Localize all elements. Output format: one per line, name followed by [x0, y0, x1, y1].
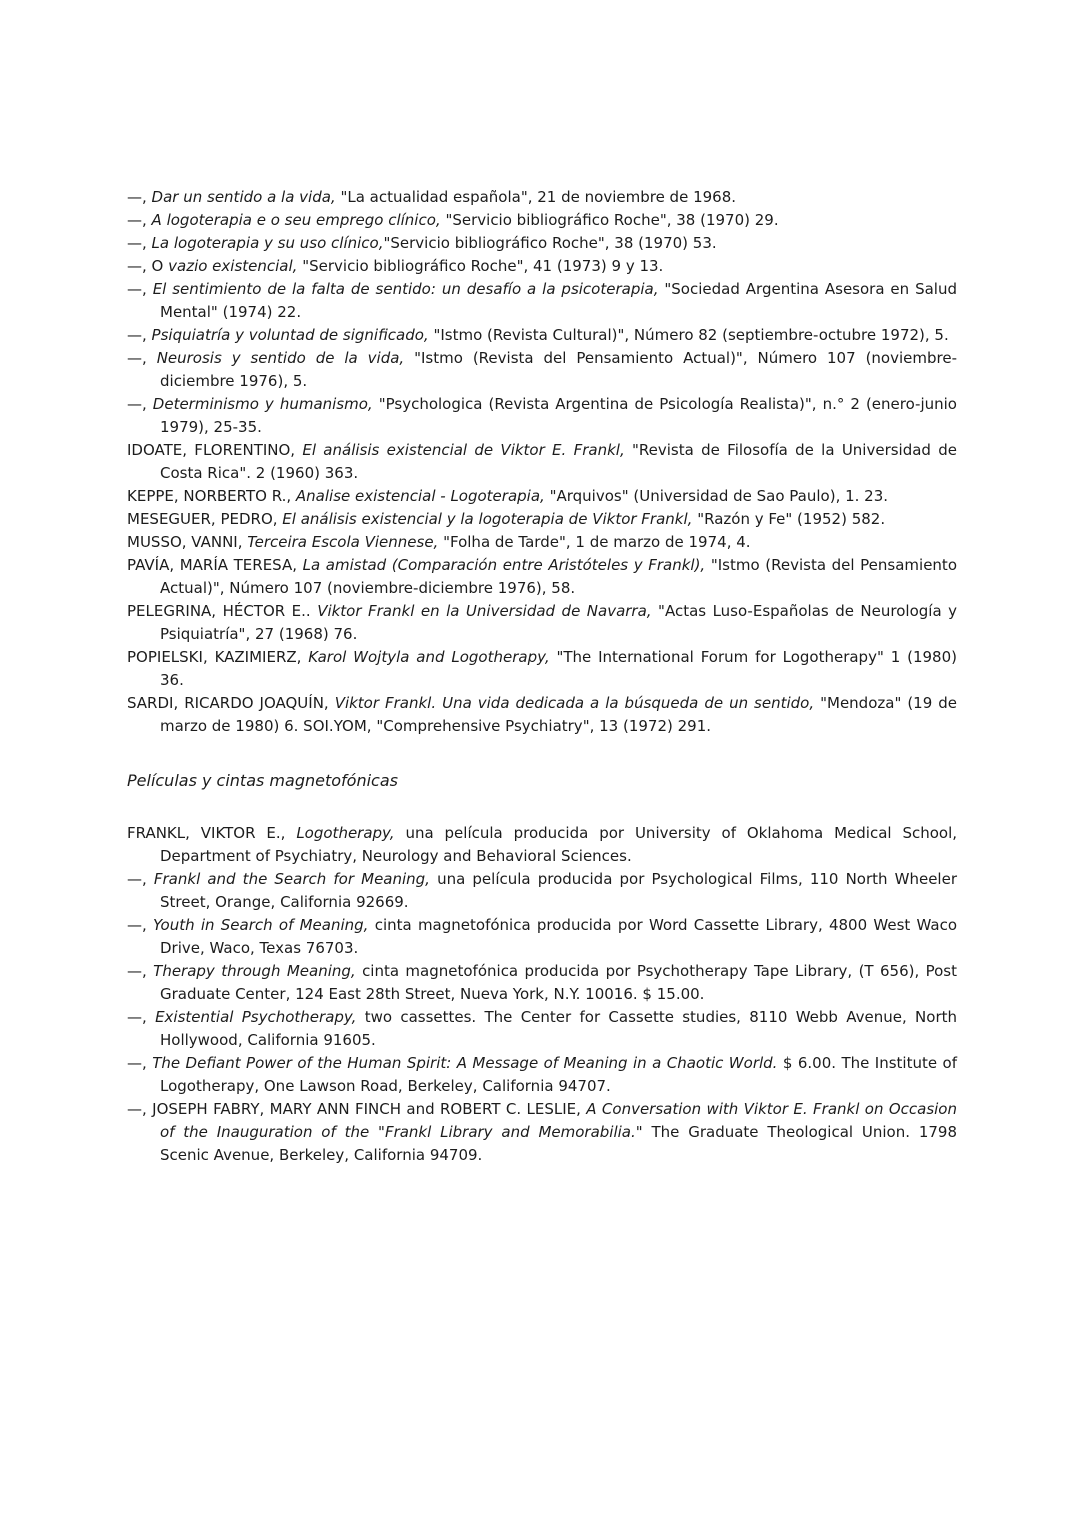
entry-text: "Arquivos" (Universidad de Sao Paulo), 1. 23.: [549, 487, 889, 505]
entry-text: "Sociedad Argentina Asesora en Salud Mental" (1974) 22.: [160, 280, 957, 321]
entry-title: Karol Wojtyla and Logotherapy,: [308, 648, 557, 666]
entry-title: The Defiant Power of the Human Spirit: A Message of Meaning in a Chaotic World.: [152, 1054, 783, 1072]
entry-text: "Revista de Filosofía de la Universidad de Costa Rica". 2 (1960) 363.: [160, 441, 957, 482]
entry-text: —,: [127, 395, 153, 413]
entry-text: cinta magnetofónica producida por Word Cassette Library, 4800 West Waco Drive, Waco, Texas 76703.: [160, 916, 958, 957]
entry-title: La logoterapia y su uso clínico,: [151, 234, 384, 252]
bibliography-entry: [127, 209, 957, 232]
bibliography-entry: [127, 868, 957, 914]
bibliography-entry: [127, 485, 957, 508]
entry-text: —, JOSEPH FABRY, MARY ANN FINCH and ROBERT C. LESLIE,: [127, 1100, 587, 1118]
bibliography-entry: [127, 914, 957, 960]
entry-title: Analise existencial - Logoterapia,: [295, 487, 550, 505]
bibliography-entry: [127, 393, 957, 439]
entry-text: "Istmo (Revista del Pensamiento Actual)", Número 107 (noviembre-diciembre 1976), 58.: [160, 556, 957, 597]
bibliography-entry: [127, 531, 957, 554]
entry-title: El sentimiento de la falta de sentido: un desafío a la psicoterapia,: [152, 280, 665, 298]
bibliography-entry: [127, 278, 957, 324]
entry-title: Psiquiatría y voluntad de significado,: [151, 326, 434, 344]
bibliography-entry: [127, 1052, 957, 1098]
entry-title: Neurosis y sentido de la vida,: [156, 349, 415, 367]
entry-title: Viktor Frankl en la Universidad de Navarra,: [317, 602, 659, 620]
entry-text: "Istmo (Revista del Pensamiento Actual)", Número 107 (noviembre-diciembre 1976), 5.: [160, 349, 957, 390]
entry-text: KEPPE, NORBERTO R.,: [127, 487, 296, 505]
bibliography-entry: [127, 960, 957, 1006]
entry-text: —,: [127, 326, 152, 344]
entry-text: The Graduate Theological Union. 1798 Scenic Avenue, Berkeley, California 94709.: [160, 1123, 958, 1164]
entry-text: "Servicio bibliográfico Roche", 41 (1973) 9 y 13.: [302, 257, 664, 275]
bibliography-entry: [127, 508, 957, 531]
entry-text: "Folha de Tarde", 1 de marzo de 1974, 4.: [443, 533, 751, 551]
bibliography-entry: [127, 822, 957, 868]
entry-title: El análisis existencial y la logoterapia de Viktor Frankl,: [282, 510, 698, 528]
entry-text: SARDI, RICARDO JOAQUÍN,: [127, 694, 335, 712]
entry-title: Therapy through Meaning,: [153, 962, 363, 980]
entry-text: $ 6.00. The Institute of Logotherapy, One Lawson Road, Berkeley, California 94707.: [160, 1054, 957, 1095]
entry-text: "Servicio bibliográfico Roche", 38 (1970) 53.: [383, 234, 717, 252]
entry-text: —,: [127, 280, 153, 298]
entry-text: POPIELSKI, KAZIMIERZ,: [127, 648, 309, 666]
entry-text: —,: [127, 234, 152, 252]
entry-title: Terceira Escola Viennese,: [247, 533, 444, 551]
entry-text: IDOATE, FLORENTINO,: [127, 441, 303, 459]
bibliography-entry: [127, 439, 957, 485]
document-content: [127, 186, 957, 1167]
entry-text: —,: [127, 188, 152, 206]
entry-text: cinta magnetofónica producida por Psychotherapy Tape Library, (T 656), Post Graduate Center, 124 East 28th Street, Nueva York, N.Y. 10016. $ 15.00.: [160, 962, 957, 1003]
entry-text: "Mendoza" (19 de marzo de 1980) 6. SOI.YOM, "Comprehensive Psychiatry", 13 (1972) 291.: [160, 694, 957, 735]
entry-title: Dar un sentido a la vida,: [151, 188, 341, 206]
entry-title: El análisis existencial de Viktor E. Frankl,: [302, 441, 633, 459]
entry-title: Logotherapy,: [296, 824, 406, 842]
entry-text: —,: [127, 1054, 153, 1072]
bibliography-entry: [127, 186, 957, 209]
bibliography-entry: [127, 600, 957, 646]
entry-text: FRANKL, VIKTOR E.,: [127, 824, 297, 842]
entry-text: "Razón y Fe" (1952) 582.: [697, 510, 886, 528]
entry-text: MESEGUER, PEDRO,: [127, 510, 283, 528]
entry-text: una película producida por University of Oklahoma Medical School, Department of Psychiatry, Neurology and Behavioral Sciences.: [160, 824, 958, 865]
entry-text: "La actualidad española", 21 de noviembre de 1968.: [340, 188, 737, 206]
entry-text: PELEGRINA, HÉCTOR E..: [127, 602, 318, 620]
entry-title: Youth in Search of Meaning,: [153, 916, 375, 934]
bibliography-entry: [127, 347, 957, 393]
entry-text: —,: [127, 962, 154, 980]
entry-text: "Actas Luso-Españolas de Neurología y Psiquiatría", 27 (1968) 76.: [160, 602, 957, 643]
bibliography-entry: [127, 1098, 957, 1167]
section-heading: Películas y cintas magnetofónicas: [127, 771, 398, 790]
entry-text: una película producida por Psychological Films, 110 North Wheeler Street, Orange, California 92669.: [160, 870, 957, 911]
entry-title: Existential Psychotherapy,: [155, 1008, 365, 1026]
entry-title: A logoterapia e o seu emprego clínico,: [151, 211, 446, 229]
entry-title: La amistad (Comparación entre Aristóteles y Frankl),: [302, 556, 711, 574]
bibliography-entry: [127, 1006, 957, 1052]
entry-text: two cassettes. The Center for Cassette studies, 8110 Webb Avenue, North Hollywood, California 91605.: [160, 1008, 957, 1049]
entry-text: "Servicio bibliográfico Roche", 38 (1970) 29.: [445, 211, 779, 229]
entry-text: —,: [127, 349, 157, 367]
entry-text: —, O: [127, 257, 169, 275]
bibliography-entry: [127, 646, 957, 692]
bibliography-entry: [127, 554, 957, 600]
entry-title: Frankl and the Search for Meaning,: [153, 870, 438, 888]
entry-text: MUSSO, VANNI,: [127, 533, 248, 551]
bibliography-entry: [127, 324, 957, 347]
entry-text: "The International Forum for Logotherapy" 1 (1980) 36.: [160, 648, 957, 689]
bibliography-entry: [127, 692, 957, 738]
entry-text: —,: [127, 870, 154, 888]
entry-title: A Conversation with Viktor E. Frankl on Occasion of the Inauguration of the "Frankl Library and Memorabilia.": [160, 1100, 957, 1141]
entry-text: "Istmo (Revista Cultural)", Número 82 (septiembre-octubre 1972), 5.: [433, 326, 949, 344]
entry-text: —,: [127, 916, 154, 934]
bibliography-entry: [127, 255, 957, 278]
entry-text: —,: [127, 211, 152, 229]
entry-text: —,: [127, 1008, 156, 1026]
entry-text: PAVÍA, MARÍA TERESA,: [127, 556, 303, 574]
entry-title: Viktor Frankl. Una vida dedicada a la búsqueda de un sentido,: [334, 694, 821, 712]
entry-title: vazio existencial,: [168, 257, 303, 275]
entry-title: Determinismo y humanismo,: [152, 395, 379, 413]
entry-text: "Psychologica (Revista Argentina de Psicología Realista)", n.° 2 (enero-junio 1979), 25-35.: [160, 395, 957, 436]
bibliography-entry: [127, 232, 957, 255]
